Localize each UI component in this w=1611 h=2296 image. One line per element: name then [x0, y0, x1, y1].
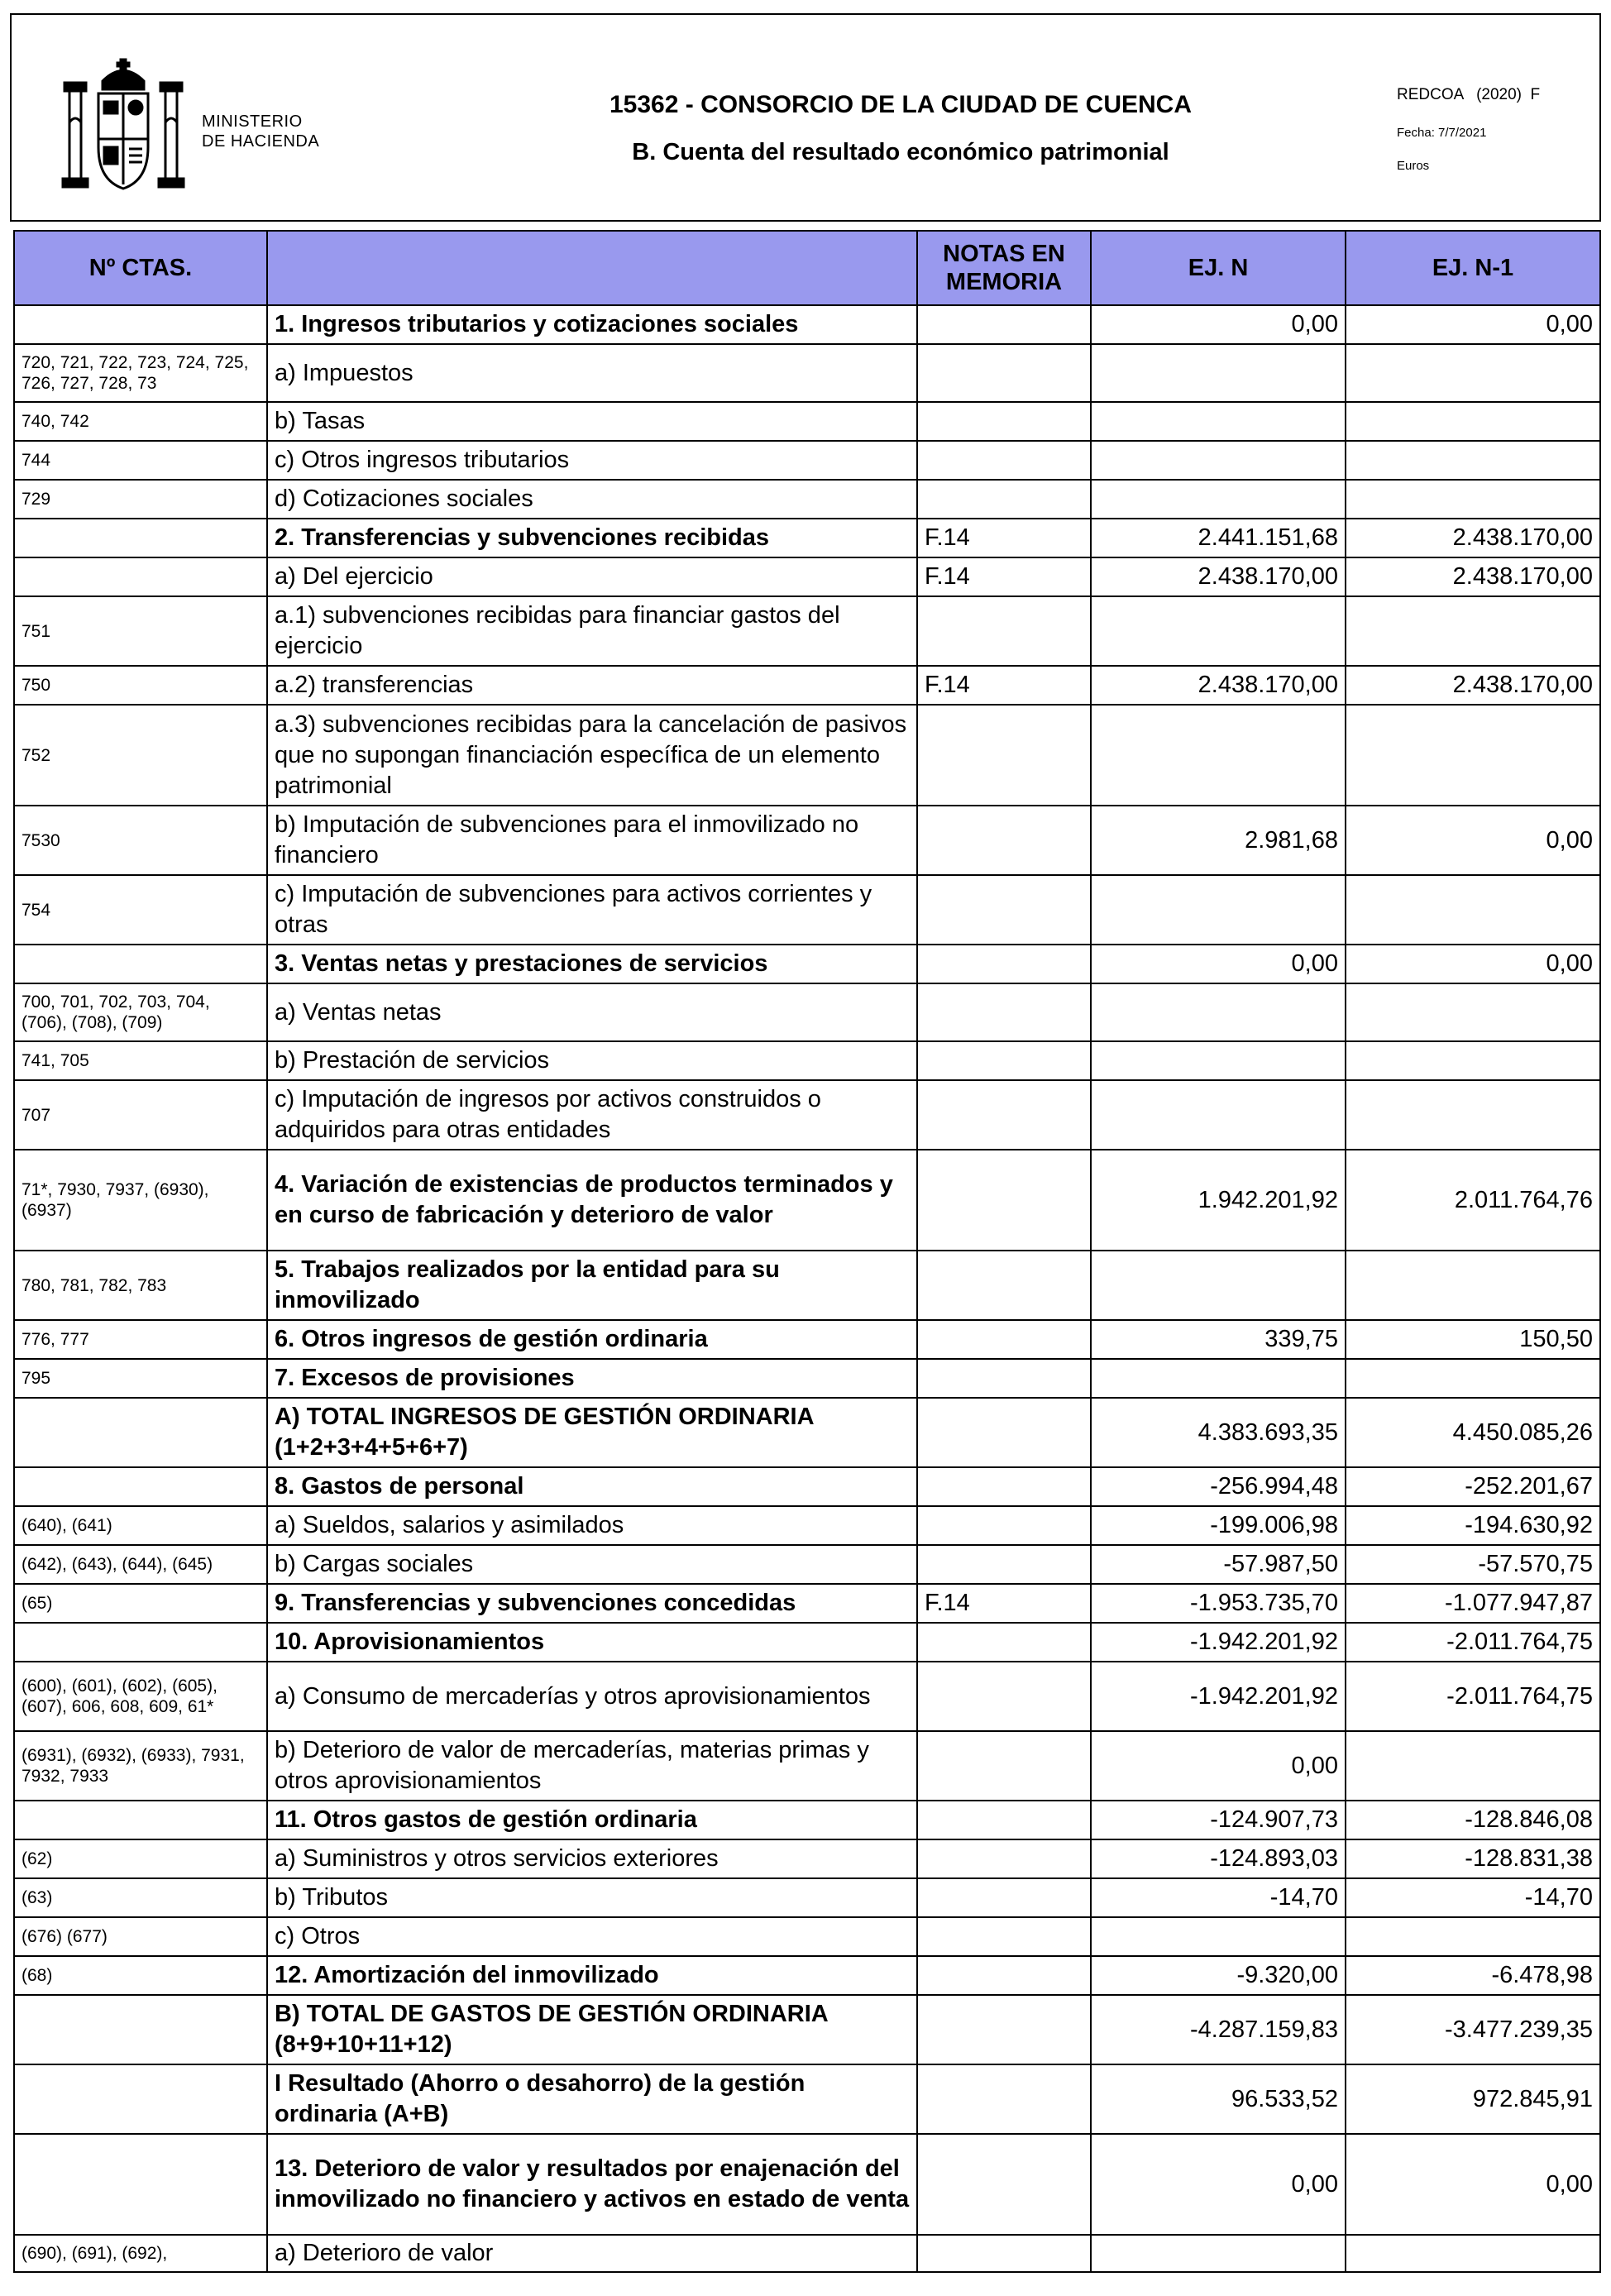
amount-current-year-cell: 96.533,52 [1091, 2064, 1346, 2134]
amount-previous-year-cell: -128.846,08 [1346, 1801, 1600, 1839]
account-codes-cell: (68) [14, 1956, 267, 1995]
amount-current-year-cell: 0,00 [1091, 945, 1346, 983]
account-codes-cell [14, 1467, 267, 1506]
table-row [14, 1506, 1600, 1545]
amount-previous-year-cell [1346, 875, 1600, 945]
notes-cell [917, 2235, 1091, 2272]
table-row [14, 1251, 1600, 1320]
redcoa-code: REDCOA (2020) F [1397, 86, 1541, 103]
account-codes-cell [14, 945, 267, 983]
amount-current-year-cell: -4.287.159,83 [1091, 1995, 1346, 2064]
notes-cell [917, 1041, 1091, 1080]
amount-previous-year-cell [1346, 1731, 1600, 1801]
description-cell: 3. Ventas netas y prestaciones de servicios [267, 945, 917, 983]
amount-current-year-cell: -124.893,03 [1091, 1839, 1346, 1878]
notes-cell [917, 705, 1091, 806]
table-row [14, 875, 1600, 945]
description-cell: 7. Excesos de provisiones [267, 1359, 917, 1398]
column-header-ej-n: EJ. N [1091, 231, 1346, 305]
amount-current-year-cell [1091, 1917, 1346, 1956]
amount-previous-year-cell [1346, 1080, 1600, 1150]
notes-cell: F.14 [917, 557, 1091, 596]
notes-cell [917, 344, 1091, 402]
amount-previous-year-cell: -128.831,38 [1346, 1839, 1600, 1878]
amount-previous-year-cell [1346, 441, 1600, 480]
account-codes-cell: 741, 705 [14, 1041, 267, 1080]
amount-previous-year-cell [1346, 983, 1600, 1041]
report-date: Fecha: 7/7/2021 [1397, 126, 1487, 140]
notes-cell [917, 441, 1091, 480]
table-row [14, 1584, 1600, 1623]
amount-previous-year-cell: -57.570,75 [1346, 1545, 1600, 1584]
amount-current-year-cell: 0,00 [1091, 305, 1346, 344]
table-row [14, 2064, 1600, 2134]
table-row [14, 1398, 1600, 1467]
description-cell: I Resultado (Ahorro o desahorro) de la gestión ordinaria (A+B) [267, 2064, 917, 2134]
amount-previous-year-cell [1346, 402, 1600, 441]
table-row [14, 1320, 1600, 1359]
description-cell: c) Imputación de subvenciones para activos corrientes y otras [267, 875, 917, 945]
column-header-ej-n1: EJ. N-1 [1346, 231, 1600, 305]
account-codes-cell: (6931), (6932), (6933), 7931, 7932, 7933 [14, 1731, 267, 1801]
ministry-line1: MINISTERIO [202, 112, 303, 131]
account-codes-cell: 700, 701, 702, 703, 704, (706), (708), (709) [14, 983, 267, 1041]
account-codes-cell: 7530 [14, 806, 267, 875]
description-cell: 4. Variación de existencias de productos terminados y en curso de fabricación y deterioro de valor [267, 1150, 917, 1251]
description-cell: c) Otros [267, 1917, 917, 1956]
description-cell: b) Deterioro de valor de mercaderías, materias primas y otros aprovisionamientos [267, 1731, 917, 1801]
amount-previous-year-cell: -252.201,67 [1346, 1467, 1600, 1506]
account-codes-cell: (690), (691), (692), [14, 2235, 267, 2272]
account-codes-cell: (65) [14, 1584, 267, 1623]
account-codes-cell: (62) [14, 1839, 267, 1878]
amount-current-year-cell: 1.942.201,92 [1091, 1150, 1346, 1251]
description-cell: A) TOTAL INGRESOS DE GESTIÓN ORDINARIA (1+2+3+4+5+6+7) [267, 1398, 917, 1467]
amount-current-year-cell [1091, 596, 1346, 666]
account-codes-cell [14, 557, 267, 596]
description-cell: b) Cargas sociales [267, 1545, 917, 1584]
table-header-row [14, 231, 1600, 305]
amount-current-year-cell: 2.438.170,00 [1091, 557, 1346, 596]
account-codes-cell: (63) [14, 1878, 267, 1917]
table-row [14, 305, 1600, 344]
notes-cell [917, 1150, 1091, 1251]
amount-current-year-cell [1091, 1359, 1346, 1398]
notes-cell [917, 596, 1091, 666]
description-cell: 2. Transferencias y subvenciones recibidas [267, 519, 917, 557]
description-cell: c) Otros ingresos tributarios [267, 441, 917, 480]
amount-current-year-cell: -9.320,00 [1091, 1956, 1346, 1995]
amount-previous-year-cell [1346, 1917, 1600, 1956]
amount-current-year-cell [1091, 480, 1346, 519]
table-row [14, 1080, 1600, 1150]
description-cell: b) Imputación de subvenciones para el inmovilizado no financiero [267, 806, 917, 875]
amount-previous-year-cell: 0,00 [1346, 305, 1600, 344]
description-cell: a) Ventas netas [267, 983, 917, 1041]
amount-previous-year-cell: -194.630,92 [1346, 1506, 1600, 1545]
account-codes-cell [14, 2134, 267, 2235]
description-cell: a.1) subvenciones recibidas para financiar gastos del ejercicio [267, 596, 917, 666]
notes-cell [917, 945, 1091, 983]
description-cell: 1. Ingresos tributarios y cotizaciones sociales [267, 305, 917, 344]
amount-previous-year-cell [1346, 1041, 1600, 1080]
account-codes-cell: 744 [14, 441, 267, 480]
amount-previous-year-cell: -14,70 [1346, 1878, 1600, 1917]
amount-current-year-cell: -1.942.201,92 [1091, 1623, 1346, 1662]
table-row [14, 1917, 1600, 1956]
table-row [14, 1359, 1600, 1398]
account-codes-cell: 752 [14, 705, 267, 806]
account-codes-cell: 729 [14, 480, 267, 519]
account-codes-cell: 780, 781, 782, 783 [14, 1251, 267, 1320]
notes-cell [917, 1801, 1091, 1839]
description-cell: a) Sueldos, salarios y asimilados [267, 1506, 917, 1545]
account-codes-cell: 750 [14, 666, 267, 705]
notes-cell [917, 1545, 1091, 1584]
account-codes-cell: 720, 721, 722, 723, 724, 725, 726, 727, 728, 73 [14, 344, 267, 402]
amount-previous-year-cell: -6.478,98 [1346, 1956, 1600, 1995]
amount-previous-year-cell: 4.450.085,26 [1346, 1398, 1600, 1467]
account-codes-cell: 707 [14, 1080, 267, 1150]
amount-previous-year-cell [1346, 344, 1600, 402]
amount-current-year-cell: 2.441.151,68 [1091, 519, 1346, 557]
account-codes-cell [14, 1623, 267, 1662]
amount-current-year-cell [1091, 1041, 1346, 1080]
table-row [14, 344, 1600, 402]
description-cell: 13. Deterioro de valor y resultados por enajenación del inmovilizado no financiero y activos en estado de venta [267, 2134, 917, 2235]
amount-previous-year-cell [1346, 2235, 1600, 2272]
account-codes-cell: (600), (601), (602), (605), (607), 606, 608, 609, 61* [14, 1662, 267, 1731]
notes-cell [917, 1878, 1091, 1917]
amount-current-year-cell: 2.981,68 [1091, 806, 1346, 875]
amount-current-year-cell [1091, 441, 1346, 480]
description-cell: a) Consumo de mercaderías y otros aprovisionamientos [267, 1662, 917, 1731]
notes-cell [917, 480, 1091, 519]
amount-current-year-cell: 0,00 [1091, 2134, 1346, 2235]
table-row [14, 983, 1600, 1041]
amount-current-year-cell [1091, 983, 1346, 1041]
table-row [14, 1839, 1600, 1878]
table-row [14, 519, 1600, 557]
notes-cell [917, 1839, 1091, 1878]
description-cell: a.2) transferencias [267, 666, 917, 705]
notes-cell [917, 1506, 1091, 1545]
amount-current-year-cell: -1.953.735,70 [1091, 1584, 1346, 1623]
amount-current-year-cell: -1.942.201,92 [1091, 1662, 1346, 1731]
amount-current-year-cell: 339,75 [1091, 1320, 1346, 1359]
amount-previous-year-cell: 972.845,91 [1346, 2064, 1600, 2134]
notes-cell [917, 2064, 1091, 2134]
table-row [14, 1623, 1600, 1662]
table-row [14, 1150, 1600, 1251]
account-codes-cell: (640), (641) [14, 1506, 267, 1545]
amount-current-year-cell: 0,00 [1091, 1731, 1346, 1801]
report-header [10, 13, 1601, 222]
amount-previous-year-cell [1346, 1251, 1600, 1320]
table-row [14, 1995, 1600, 2064]
account-codes-cell: 751 [14, 596, 267, 666]
amount-current-year-cell: -57.987,50 [1091, 1545, 1346, 1584]
table-body [14, 305, 1600, 2272]
amount-current-year-cell [1091, 2235, 1346, 2272]
table-row [14, 1801, 1600, 1839]
amount-previous-year-cell [1346, 596, 1600, 666]
table-row [14, 1956, 1600, 1995]
table-row [14, 1878, 1600, 1917]
currency-label: Euros [1397, 159, 1430, 173]
notes-cell [917, 806, 1091, 875]
description-cell: b) Tributos [267, 1878, 917, 1917]
table-row [14, 705, 1600, 806]
account-codes-cell: (676) (677) [14, 1917, 267, 1956]
amount-previous-year-cell: -2.011.764,75 [1346, 1623, 1600, 1662]
amount-previous-year-cell: 2.438.170,00 [1346, 666, 1600, 705]
amount-previous-year-cell: 2.011.764,76 [1346, 1150, 1600, 1251]
description-cell: 5. Trabajos realizados por la entidad para su inmovilizado [267, 1251, 917, 1320]
table-row [14, 806, 1600, 875]
description-cell: a) Impuestos [267, 344, 917, 402]
amount-current-year-cell [1091, 1251, 1346, 1320]
amount-previous-year-cell [1346, 705, 1600, 806]
description-cell: B) TOTAL DE GASTOS DE GESTIÓN ORDINARIA (8+9+10+11+12) [267, 1995, 917, 2064]
description-cell: b) Tasas [267, 402, 917, 441]
table-row [14, 402, 1600, 441]
account-codes-cell [14, 1995, 267, 2064]
notes-cell: F.14 [917, 666, 1091, 705]
notes-cell [917, 1623, 1091, 1662]
table-row [14, 1662, 1600, 1731]
table-row [14, 945, 1600, 983]
notes-cell [917, 875, 1091, 945]
amount-current-year-cell: -256.994,48 [1091, 1467, 1346, 1506]
amount-current-year-cell: -124.907,73 [1091, 1801, 1346, 1839]
report-subtitle: B. Cuenta del resultado económico patrimonial [632, 139, 1169, 165]
notes-cell [917, 983, 1091, 1041]
amount-previous-year-cell [1346, 1359, 1600, 1398]
notes-cell [917, 1080, 1091, 1150]
income-statement-table [13, 230, 1601, 2273]
amount-previous-year-cell: -3.477.239,35 [1346, 1995, 1600, 2064]
table-row [14, 480, 1600, 519]
amount-current-year-cell: 4.383.693,35 [1091, 1398, 1346, 1467]
account-codes-cell [14, 2064, 267, 2134]
table-row [14, 441, 1600, 480]
coat-of-arms-logo [53, 56, 194, 197]
column-header-descripcion [267, 231, 917, 305]
table-row [14, 1041, 1600, 1080]
description-cell: a) Deterioro de valor [267, 2235, 917, 2272]
description-cell: d) Cotizaciones sociales [267, 480, 917, 519]
report-title: 15362 - CONSORCIO DE LA CIUDAD DE CUENCA [610, 91, 1192, 118]
table-row [14, 1545, 1600, 1584]
table-row [14, 1467, 1600, 1506]
description-cell: a) Suministros y otros servicios exteriores [267, 1839, 917, 1878]
ministry-name [202, 112, 319, 151]
account-codes-cell [14, 519, 267, 557]
table-row [14, 1731, 1600, 1801]
description-cell: 10. Aprovisionamientos [267, 1623, 917, 1662]
amount-current-year-cell [1091, 344, 1346, 402]
description-cell: b) Prestación de servicios [267, 1041, 917, 1080]
amount-previous-year-cell: -2.011.764,75 [1346, 1662, 1600, 1731]
account-codes-cell: 71*, 7930, 7937, (6930), (6937) [14, 1150, 267, 1251]
amount-previous-year-cell: 150,50 [1346, 1320, 1600, 1359]
table-row [14, 557, 1600, 596]
description-cell: 12. Amortización del inmovilizado [267, 1956, 917, 1995]
notes-cell [917, 1467, 1091, 1506]
account-codes-cell: 754 [14, 875, 267, 945]
notes-cell [917, 305, 1091, 344]
notes-cell [917, 1995, 1091, 2064]
amount-current-year-cell: -199.006,98 [1091, 1506, 1346, 1545]
amount-previous-year-cell: 0,00 [1346, 945, 1600, 983]
account-codes-cell: 795 [14, 1359, 267, 1398]
account-codes-cell [14, 1801, 267, 1839]
notes-cell [917, 1662, 1091, 1731]
account-codes-cell [14, 1398, 267, 1467]
amount-previous-year-cell [1346, 480, 1600, 519]
notes-cell [917, 1917, 1091, 1956]
description-cell: 9. Transferencias y subvenciones concedidas [267, 1584, 917, 1623]
notes-cell [917, 1359, 1091, 1398]
notes-cell [917, 2134, 1091, 2235]
amount-current-year-cell [1091, 1080, 1346, 1150]
account-codes-cell [14, 305, 267, 344]
description-cell: c) Imputación de ingresos por activos construidos o adquiridos para otras entidades [267, 1080, 917, 1150]
notes-cell [917, 1320, 1091, 1359]
notes-cell [917, 1956, 1091, 1995]
amount-current-year-cell: 2.438.170,00 [1091, 666, 1346, 705]
amount-current-year-cell [1091, 402, 1346, 441]
description-cell: a.3) subvenciones recibidas para la cancelación de pasivos que no supongan financiación específica de un elemento patrimonial [267, 705, 917, 806]
notes-cell [917, 1731, 1091, 1801]
notes-cell [917, 402, 1091, 441]
amount-current-year-cell: -14,70 [1091, 1878, 1346, 1917]
amount-previous-year-cell: 0,00 [1346, 2134, 1600, 2235]
table-row [14, 2235, 1600, 2272]
amount-current-year-cell [1091, 875, 1346, 945]
notes-cell: F.14 [917, 1584, 1091, 1623]
account-codes-cell: (642), (643), (644), (645) [14, 1545, 267, 1584]
notes-cell [917, 1251, 1091, 1320]
description-cell: 8. Gastos de personal [267, 1467, 917, 1506]
amount-current-year-cell [1091, 705, 1346, 806]
account-codes-cell: 776, 777 [14, 1320, 267, 1359]
amount-previous-year-cell: 0,00 [1346, 806, 1600, 875]
column-header-cuentas: Nº CTAS. [14, 231, 267, 305]
column-header-notas: NOTAS EN MEMORIA [917, 231, 1091, 305]
amount-previous-year-cell: 2.438.170,00 [1346, 519, 1600, 557]
ministry-line2: DE HACIENDA [202, 132, 320, 151]
table-row [14, 2134, 1600, 2235]
description-cell: 6. Otros ingresos de gestión ordinaria [267, 1320, 917, 1359]
table-row [14, 666, 1600, 705]
amount-previous-year-cell: 2.438.170,00 [1346, 557, 1600, 596]
amount-previous-year-cell: -1.077.947,87 [1346, 1584, 1600, 1623]
notes-cell: F.14 [917, 519, 1091, 557]
description-cell: 11. Otros gastos de gestión ordinaria [267, 1801, 917, 1839]
table-row [14, 596, 1600, 666]
notes-cell [917, 1398, 1091, 1467]
account-codes-cell: 740, 742 [14, 402, 267, 441]
description-cell: a) Del ejercicio [267, 557, 917, 596]
